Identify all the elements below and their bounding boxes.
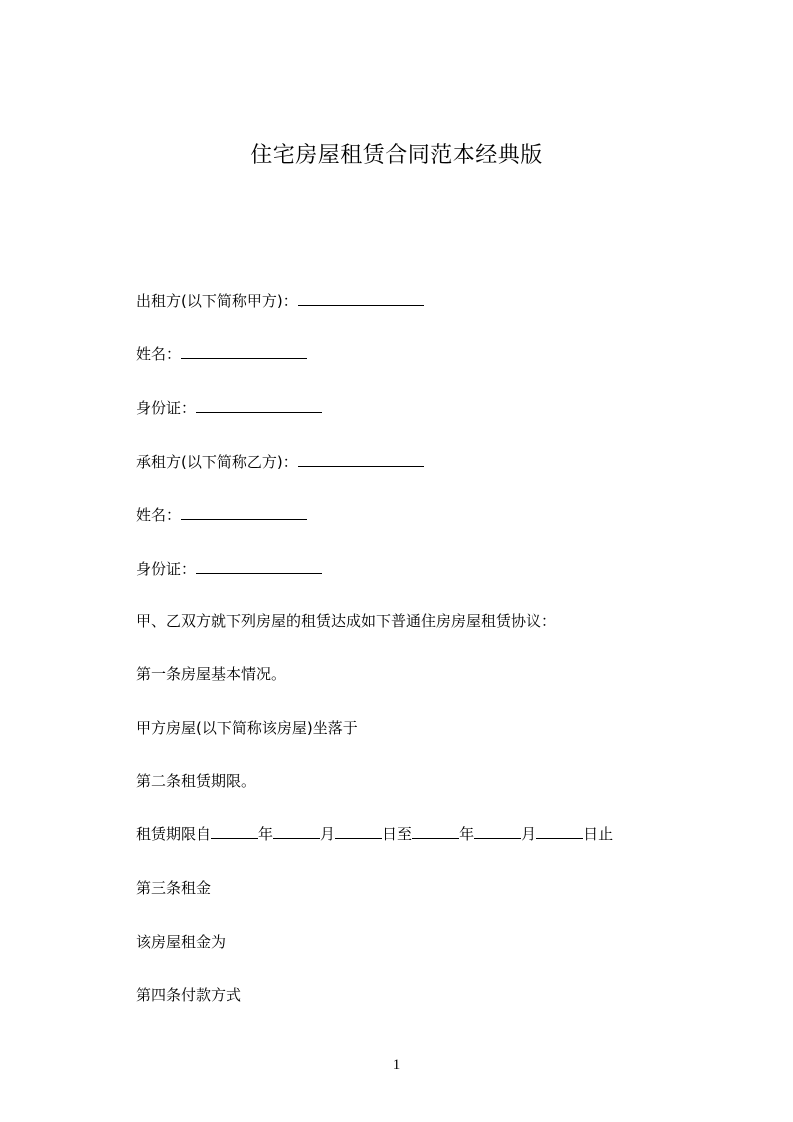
lessor-id-line: [136, 398, 322, 418]
article-3-title: 第三条租金: [136, 879, 212, 897]
lease-month2-label: 月: [521, 825, 537, 843]
lease-period-line: [136, 824, 613, 844]
article-3-text: 该房屋租金为: [136, 933, 227, 951]
lessee-blank[interactable]: [298, 452, 424, 467]
lessee-label: 承租方(以下简称乙方)：: [136, 453, 298, 471]
lessee-id-blank[interactable]: [196, 559, 322, 574]
article-2-title: 第二条租赁期限。: [136, 772, 257, 790]
lease-year2-label: 年: [459, 825, 475, 843]
start-day-blank[interactable]: [335, 824, 382, 839]
end-year-blank[interactable]: [412, 824, 459, 839]
end-month-blank[interactable]: [474, 824, 521, 839]
intro-paragraph: 甲、乙双方就下列房屋的租赁达成如下普通住房房屋租赁协议：: [136, 612, 557, 630]
lessor-line: [136, 291, 424, 311]
lessor-blank[interactable]: [298, 291, 424, 306]
lessee-name-blank[interactable]: [181, 505, 307, 520]
lease-period-prefix: 租赁期限自: [136, 825, 212, 843]
lease-year-label: 年: [258, 825, 274, 843]
lease-month-label: 月: [320, 825, 336, 843]
lessee-id-line: [136, 559, 322, 579]
lease-day-end-label: 日止: [583, 825, 614, 843]
start-month-blank[interactable]: [273, 824, 320, 839]
article-1-text: 甲方房屋(以下简称该房屋)坐落于: [136, 719, 358, 737]
lease-day-to-label: 日至: [382, 825, 413, 843]
lessee-line: [136, 452, 424, 472]
end-day-blank[interactable]: [536, 824, 583, 839]
document-title: 住宅房屋租赁合同范本经典版: [250, 143, 543, 168]
lessee-name-label: 姓名：: [136, 506, 182, 524]
lessee-id-label: 身份证：: [136, 560, 197, 578]
lessee-name-line: [136, 505, 307, 525]
article-1-title: 第一条房屋基本情况。: [136, 665, 287, 683]
lessor-id-label: 身份证：: [136, 399, 197, 417]
lessor-label: 出租方(以下简称甲方)：: [136, 292, 298, 310]
lessor-name-blank[interactable]: [181, 344, 307, 359]
lessor-name-line: [136, 344, 307, 364]
lessor-id-blank[interactable]: [196, 398, 322, 413]
start-year-blank[interactable]: [211, 824, 258, 839]
lessor-name-label: 姓名：: [136, 345, 182, 363]
page-number: 1: [392, 1057, 401, 1073]
article-4-title: 第四条付款方式: [136, 986, 242, 1004]
